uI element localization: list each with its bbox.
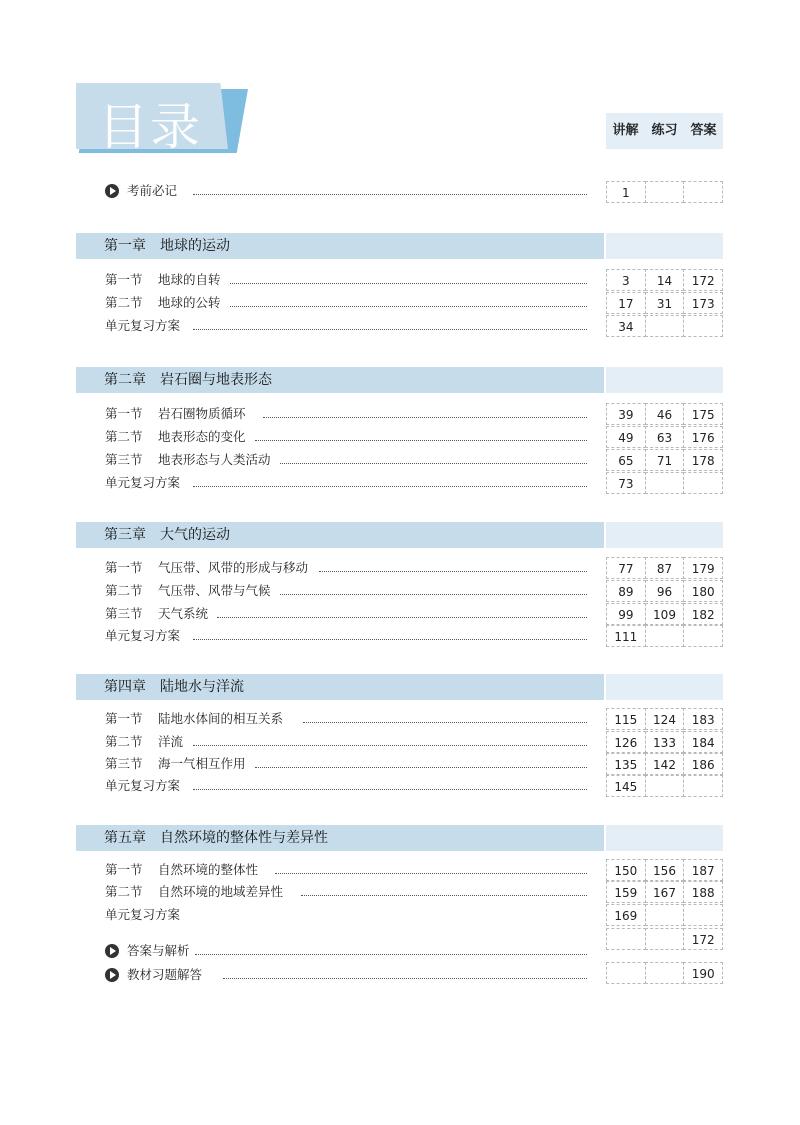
toc-entry-review[interactable] — [105, 625, 605, 647]
page-practice: 109 — [645, 603, 685, 625]
page-cells — [606, 775, 723, 797]
page-practice: 156 — [645, 859, 685, 881]
page-practice: 96 — [645, 580, 685, 602]
section-number: 第二节 — [105, 295, 143, 310]
toc-entry[interactable] — [105, 426, 605, 448]
page-cells — [606, 557, 723, 579]
page-answer: 172 — [683, 928, 723, 950]
chapter-1-header[interactable] — [76, 233, 604, 259]
page-lecture: 150 — [606, 859, 646, 881]
dot-leader — [193, 329, 587, 330]
page-answer: 182 — [683, 603, 723, 625]
review-title: 单元复习方案 — [105, 475, 181, 490]
page-cells — [606, 315, 723, 337]
toc-entry[interactable] — [105, 449, 605, 471]
page-cells — [606, 859, 723, 881]
page-cells — [606, 269, 723, 291]
page-lecture: 111 — [606, 625, 646, 647]
page-cells — [606, 449, 723, 471]
section-title: 岩石圈物质循环 — [158, 406, 246, 421]
page-practice: 46 — [645, 403, 685, 425]
page-answer: 190 — [683, 962, 723, 984]
section-title: 气压带、风带的形成与移动 — [158, 560, 309, 575]
toc-entry-review[interactable] — [105, 472, 605, 494]
page-practice — [645, 928, 685, 950]
toc-title-block — [76, 83, 256, 155]
dot-leader — [319, 571, 587, 572]
dot-leader — [193, 745, 587, 746]
page-answer: 183 — [683, 708, 723, 730]
page-cells — [606, 731, 723, 753]
page-cells — [606, 403, 723, 425]
page-answer — [683, 315, 723, 337]
section-title: 洋流 — [158, 734, 184, 749]
chapter-header-extension — [606, 522, 723, 548]
section-title: 地表形态的变化 — [158, 429, 246, 444]
chapter-4-header[interactable] — [76, 674, 604, 700]
page-answer — [683, 625, 723, 647]
toc-entry-textbook-solutions[interactable] — [105, 964, 605, 986]
page-answer: 187 — [683, 859, 723, 881]
page-lecture: 135 — [606, 753, 646, 775]
chapter-title: 第五章 自然环境的整体性与差异性 — [104, 830, 328, 846]
dot-leader — [230, 283, 587, 284]
section-number: 第二节 — [105, 884, 143, 899]
page-lecture — [606, 928, 646, 950]
page-answer — [683, 181, 723, 203]
toc-entry-review[interactable] — [105, 315, 605, 337]
toc-entry-review[interactable] — [105, 775, 605, 797]
page-practice — [645, 472, 685, 494]
section-number: 第三节 — [105, 756, 143, 771]
section-number: 第二节 — [105, 583, 143, 598]
section-number: 第三节 — [105, 452, 143, 467]
page-practice: 133 — [645, 731, 685, 753]
page-practice — [645, 962, 685, 984]
page-practice: 167 — [645, 881, 685, 903]
chapter-title: 第三章 大气的运动 — [104, 527, 230, 543]
chapter-header-extension — [606, 674, 723, 700]
page-lecture: 89 — [606, 580, 646, 602]
section-number: 第一节 — [105, 711, 143, 726]
page-answer: 175 — [683, 403, 723, 425]
page-lecture: 3 — [606, 269, 646, 291]
dot-leader — [195, 954, 587, 955]
dot-leader — [255, 440, 587, 441]
review-title: 单元复习方案 — [105, 628, 181, 643]
play-bullet-icon — [105, 184, 119, 198]
section-title: 地表形态与人类活动 — [158, 452, 271, 467]
page-practice — [645, 904, 685, 926]
toc-entry[interactable] — [105, 557, 605, 579]
toc-entry[interactable] — [105, 269, 605, 291]
page-cells — [606, 292, 723, 314]
page-lecture: 1 — [606, 181, 646, 203]
dot-leader — [223, 978, 587, 979]
toc-entry-review[interactable] — [105, 904, 605, 926]
review-title: 单元复习方案 — [105, 778, 181, 793]
page-lecture: 65 — [606, 449, 646, 471]
section-number: 第二节 — [105, 734, 143, 749]
column-headers — [606, 113, 723, 149]
section-number: 第三节 — [105, 606, 143, 621]
chapter-2-header[interactable] — [76, 367, 604, 393]
page-lecture: 49 — [606, 426, 646, 448]
chapter-5-header[interactable] — [76, 825, 604, 851]
page-answer: 178 — [683, 449, 723, 471]
section-title: 自然环境的整体性 — [158, 862, 259, 877]
page-title: 目录 — [98, 98, 202, 156]
dot-leader — [193, 789, 587, 790]
section-title: 自然环境的地域差异性 — [158, 884, 284, 899]
entry-label: 考前必记 — [127, 183, 178, 198]
toc-entry[interactable] — [105, 753, 605, 775]
chapter-title: 第四章 陆地水与洋流 — [104, 679, 244, 695]
page-lecture: 39 — [606, 403, 646, 425]
toc-entry-answers[interactable] — [105, 940, 605, 962]
page-lecture — [606, 962, 646, 984]
page-practice — [645, 775, 685, 797]
page-answer: 188 — [683, 881, 723, 903]
section-number: 第一节 — [105, 406, 143, 421]
chapter-3-header[interactable] — [76, 522, 604, 548]
dot-leader — [217, 617, 587, 618]
page-answer: 186 — [683, 753, 723, 775]
dot-leader — [255, 767, 587, 768]
review-title: 单元复习方案 — [105, 318, 181, 333]
page-lecture: 115 — [606, 708, 646, 730]
dot-leader — [280, 463, 587, 464]
page-lecture: 126 — [606, 731, 646, 753]
chapter-title: 第一章 地球的运动 — [104, 238, 230, 254]
dot-leader — [193, 194, 587, 195]
page-cells — [606, 181, 723, 203]
page-answer — [683, 904, 723, 926]
page-practice: 63 — [645, 426, 685, 448]
chapter-title: 第二章 岩石圈与地表形态 — [104, 372, 272, 388]
dot-leader — [275, 873, 587, 874]
column-header-practice: 练习 — [651, 123, 678, 138]
entry-label: 答案与解析 — [127, 943, 190, 958]
toc-entry[interactable] — [105, 603, 605, 625]
toc-entry[interactable] — [105, 731, 605, 753]
page-answer: 172 — [683, 269, 723, 291]
dot-leader — [301, 895, 587, 896]
page-practice: 31 — [645, 292, 685, 314]
section-number: 第二节 — [105, 429, 143, 444]
page-answer — [683, 472, 723, 494]
toc-entry[interactable] — [105, 580, 605, 602]
dot-leader — [280, 594, 587, 595]
page-answer: 180 — [683, 580, 723, 602]
page-lecture: 73 — [606, 472, 646, 494]
play-bullet-icon — [105, 944, 119, 958]
page-lecture: 34 — [606, 315, 646, 337]
page-cells — [606, 753, 723, 775]
dot-leader — [303, 722, 587, 723]
section-title: 天气系统 — [158, 606, 209, 621]
column-header-lecture: 讲解 — [612, 123, 639, 138]
section-title: 地球的公转 — [158, 295, 221, 310]
toc-entry[interactable] — [105, 881, 605, 903]
section-title: 地球的自转 — [158, 272, 221, 287]
page-practice — [645, 625, 685, 647]
page-practice — [645, 315, 685, 337]
page-answer — [683, 775, 723, 797]
page-lecture: 159 — [606, 881, 646, 903]
page-practice: 71 — [645, 449, 685, 471]
section-number: 第一节 — [105, 862, 143, 877]
page-cells — [606, 472, 723, 494]
page-cells — [606, 928, 723, 950]
review-title: 单元复习方案 — [105, 907, 181, 922]
page-cells — [606, 580, 723, 602]
play-bullet-icon — [105, 968, 119, 982]
section-number: 第一节 — [105, 560, 143, 575]
section-number: 第一节 — [105, 272, 143, 287]
section-title: 海一气相互作用 — [158, 756, 246, 771]
chapter-header-extension — [606, 367, 723, 393]
dot-leader — [263, 417, 587, 418]
page-lecture: 17 — [606, 292, 646, 314]
page-answer: 179 — [683, 557, 723, 579]
page-cells — [606, 881, 723, 903]
page-lecture: 77 — [606, 557, 646, 579]
page-answer: 184 — [683, 731, 723, 753]
section-title: 陆地水体间的相互关系 — [158, 711, 284, 726]
column-header-answer: 答案 — [690, 123, 717, 138]
page-cells — [606, 603, 723, 625]
dot-leader — [193, 486, 587, 487]
page-answer: 173 — [683, 292, 723, 314]
toc-entry[interactable] — [105, 859, 605, 881]
entry-label: 教材习题解答 — [127, 967, 203, 982]
page-cells — [606, 904, 723, 926]
page-practice: 14 — [645, 269, 685, 291]
toc-entry-intro[interactable] — [105, 180, 605, 202]
page-lecture: 145 — [606, 775, 646, 797]
dot-leader — [230, 306, 587, 307]
page-cells — [606, 708, 723, 730]
page-practice: 124 — [645, 708, 685, 730]
page-practice — [645, 181, 685, 203]
page-cells — [606, 625, 723, 647]
page-practice: 87 — [645, 557, 685, 579]
section-title: 气压带、风带与气候 — [158, 583, 271, 598]
page-lecture: 169 — [606, 904, 646, 926]
toc-entry[interactable] — [105, 708, 605, 730]
page-practice: 142 — [645, 753, 685, 775]
chapter-header-extension — [606, 825, 723, 851]
toc-entry[interactable] — [105, 403, 605, 425]
page-answer: 176 — [683, 426, 723, 448]
dot-leader — [193, 639, 587, 640]
page-lecture: 99 — [606, 603, 646, 625]
page-cells — [606, 962, 723, 984]
chapter-header-extension — [606, 233, 723, 259]
toc-entry[interactable] — [105, 292, 605, 314]
page-cells — [606, 426, 723, 448]
